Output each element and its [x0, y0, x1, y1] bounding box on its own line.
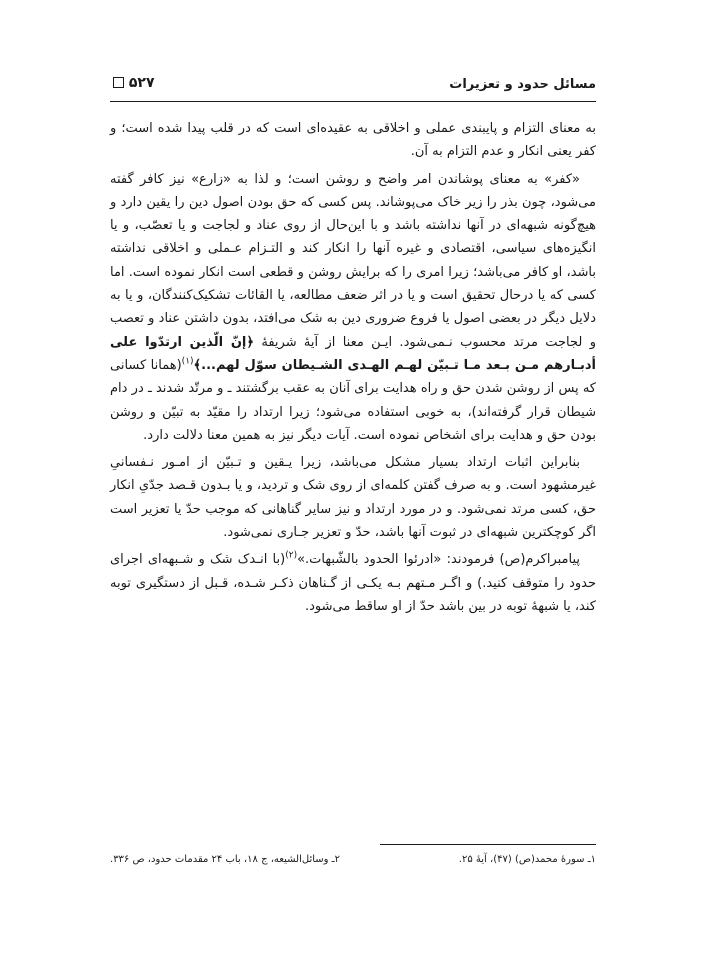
footnote-divider [380, 844, 596, 845]
paragraph-2-text-b: (همانا کسانی که پس از روشن شدن حق و راه هدایت برای آنان به عقب برگشتند ـ و مرتّد شدند ـ در دام شیطان قرار گرفته‌اند)، به خوبی استفاده می‌شود؛ زیرا ارتداد را مقیّد به تبیّن و روشن بودن حق و هدایت برای اشخاص نموده است. آیات دیگر نیز به همین معنا دلالت دارد. [110, 357, 596, 443]
quran-verse-quote: ﴿إنّ الّذین ارتدّوا علی أدبـارهم مـن بـعد مـا تـبیّن لهـم الهـدی الشـیطان سوّل لهم...﴾ [110, 334, 596, 373]
footnote-ref-1: (۱) [181, 356, 194, 367]
page-number [110, 75, 155, 91]
footnote-ref-2: (۲) [285, 551, 298, 562]
running-header [110, 73, 596, 99]
header-divider [110, 101, 596, 102]
paragraph-4-text-a: پیامبراکرم(ص) فرمودند: «ادرئوا الحدود بالشّبهات.» [297, 552, 581, 568]
paragraph-4-text-b: (با انـدک شک و شـبهه‌ای اجرای حدود را متوقف کنید.) و اگـر مـتهم بـه یکـی از گـناهان ذکـر شـده، قـبل از دستگیری توبه کند، یا شبههٔ توبه در بین باشد حدّ از او ساقط می‌شود. [110, 552, 596, 614]
footnote-1: ۱ـ سورهٔ محمد(ص) (۴۷)، آیهٔ ۲۵. [458, 854, 596, 865]
paragraph-3: بنابراین اثبات ارتداد بسیار مشکل می‌باشد، زیرا یـقین و تـبیّن از امـور نـفسانیِ غیرمشهود است. و به صرف گفتن کلمه‌ای از روی شک و تردید، و یا بـدون قـصد جدّیِ انکار حق، کسی مرتد نمی‌شود. و در مورد ارتداد و نیز سایر گناهانی که موجب حدّ یا تعزیر است اگر کوچکترین شبهه‌ای در ثبوت آنها باشد، حدّ و تعزیر جـاری نمی‌شود. [110, 455, 596, 541]
footnote-2: ۲ـ وسائل‌الشیعه، ج ۱۸، باب ۲۴ مقدمات حدود، ص ۳۳۶. [110, 854, 340, 865]
footnotes [110, 854, 596, 874]
page-number-text: ۵۲۷ [128, 75, 155, 91]
running-header-title: مسائل حدود و تعزیرات [449, 77, 596, 92]
paragraph-2-text-a: «کفر» به معنای پوشاندن امر واضح و روشن است؛ و لذا به «زارع» نیز کافر گفته می‌شود، چون بذر را زیر خاک می‌پوشاند. پس کسی که حق بودن اصول دین را یقین دارد و هیچ‌گونه شبهه‌ای در آنها نداشته باشد و با این‌حال از روی عناد و لجاجت و یا تعصّب، و یا انگیزه‌های سیاسی، اقتصادی و غیره آنها را انکار کند و التـزام عـملی و اخلاقی نداشته باشد، او کافر می‌باشد؛ زیرا امری را که برایش روشن و قطعی است انکار نموده است. اما کسی که یا درحال تحقیق است و یا در اثر ضعف مطالعه، یا القائات تشکیک‌کنندگان، و یا به دلایل دیگر در بعضی اصول یا فروع ضروری دین به شک می‌افتد، بدون داشتن عناد و تعصب و لجاجت مرتد محسوب نـمی‌شود. ایـن معنا از آیهٔ شریفهٔ [110, 171, 596, 350]
main-text [110, 117, 596, 618]
paragraph-1: به معنای التزام و پایبندی عملی و اخلاقی به عقیده‌ای است که در قلب پیدا شده است؛ و کفر یعنی انکار و عدم التزام به آن. [110, 121, 596, 160]
square-outline-icon [113, 77, 124, 88]
paragraph-2 [110, 168, 596, 448]
paragraph-4 [110, 548, 596, 618]
